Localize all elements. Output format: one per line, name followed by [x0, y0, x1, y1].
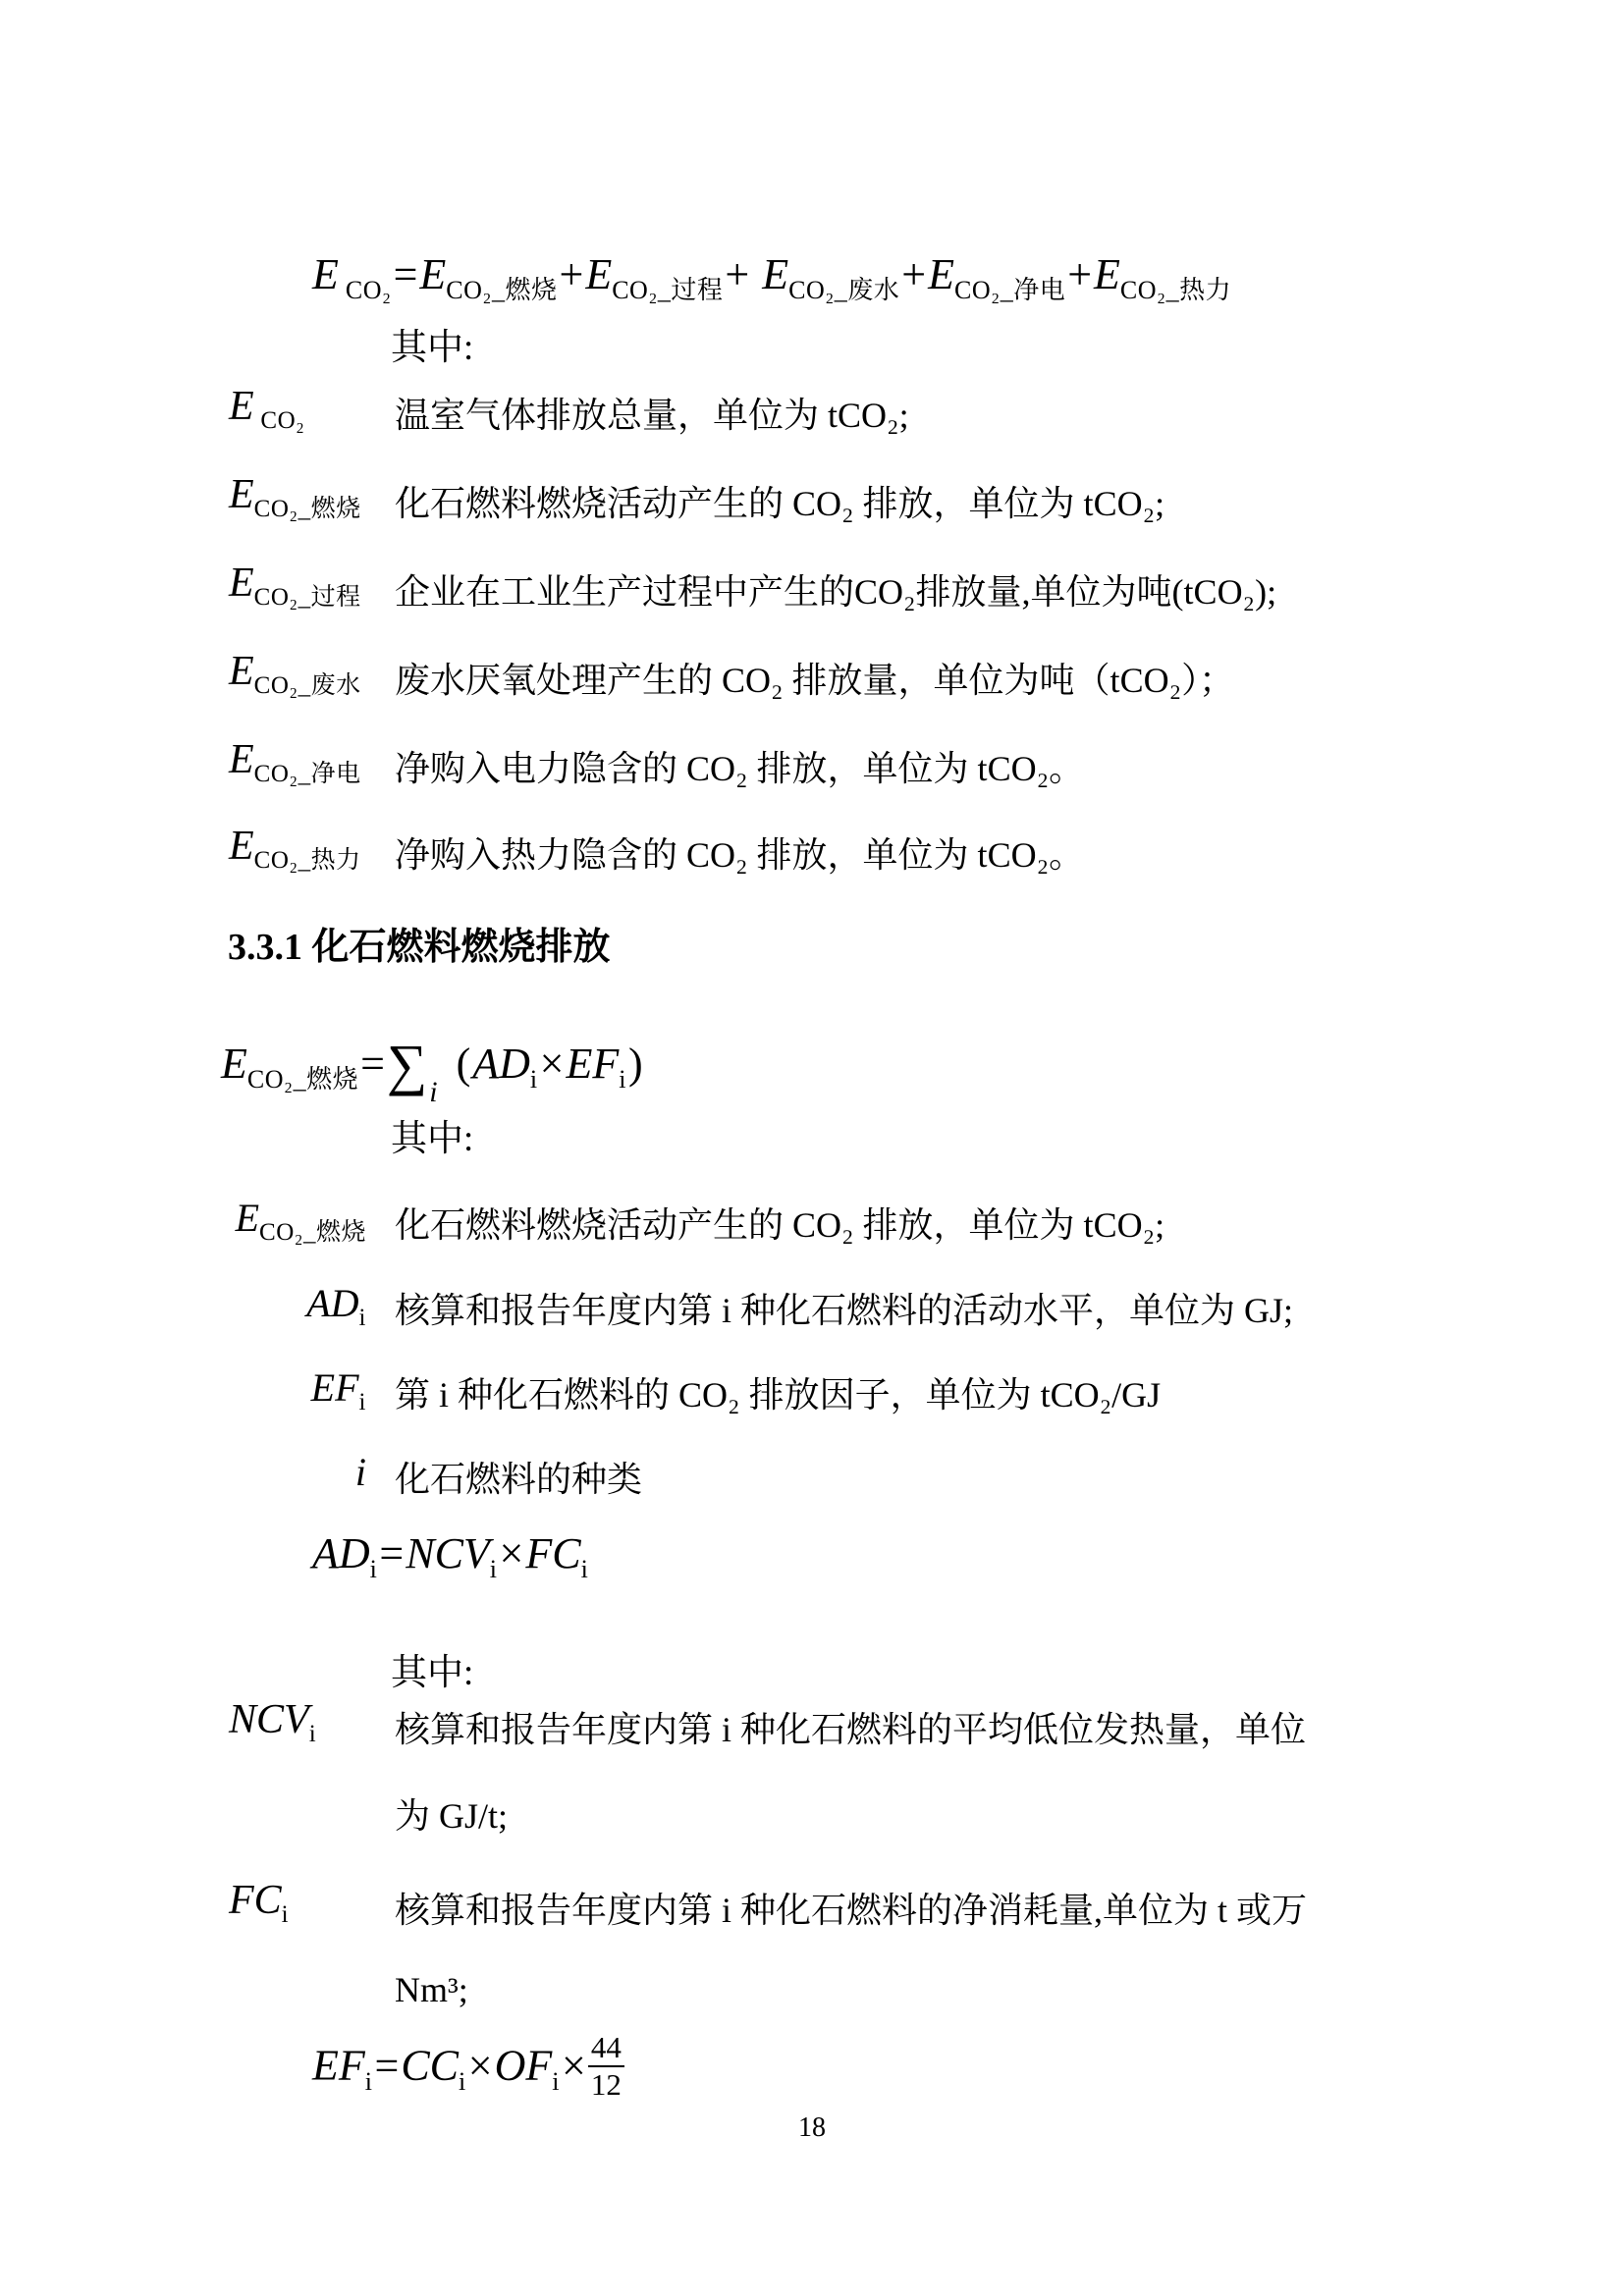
formula-base: E — [762, 250, 789, 298]
term-base: E — [229, 737, 254, 782]
definition-text-line1: 核算和报告年度内第 i 种化石燃料的平均低位发热量，单位 — [395, 1710, 1307, 1749]
definition-text: 企业在工业生产过程中产生的CO₂排放量,单位为吨(tCO₂); — [395, 572, 1277, 612]
term-subscript: CO₂_燃烧 — [259, 1219, 366, 1246]
formula-sub: i — [619, 1065, 626, 1094]
term-subscript: CO₂_过程 — [253, 584, 361, 611]
formula-emission-factor — [312, 2030, 624, 2106]
term-base: E — [229, 472, 254, 517]
term-subscript: i — [358, 1389, 366, 1415]
formula-fraction — [588, 2030, 624, 2102]
term-base: E — [229, 824, 254, 869]
formula-base: EF — [312, 2041, 365, 2090]
formula-sigsub: i — [429, 1076, 438, 1108]
definition-text-line2: 为 GJ/t; — [395, 1796, 509, 1836]
formula-base: CC — [401, 2041, 460, 2090]
definition-row-i — [0, 1447, 1624, 1518]
definition-text-line1: 核算和报告年度内第 i 种化石燃料的净消耗量,单位为 t 或万 — [395, 1891, 1308, 1930]
formula-op: × — [561, 2041, 586, 2090]
term-base: NCV — [229, 1697, 309, 1742]
formula-base: NCV — [406, 1529, 490, 1577]
formula-sub: CO₂_燃烧 — [246, 1065, 359, 1094]
definition-row-eco2-electricity — [0, 736, 1624, 807]
term-base: i — [354, 1450, 366, 1494]
term-base: E — [229, 561, 254, 606]
formula-base: E — [312, 250, 339, 298]
formula-op: = — [393, 250, 418, 298]
definition-term — [229, 823, 361, 874]
formula-op: ( — [445, 1040, 471, 1088]
definition-row-adi — [0, 1278, 1624, 1349]
section-heading: 3.3.1 化石燃料燃烧排放 — [228, 927, 611, 968]
formula-sub: i — [580, 1555, 589, 1583]
definition-row-eco2-heat — [0, 823, 1624, 893]
fraction-denominator: 12 — [590, 2066, 622, 2102]
term-subscript: CO₂_热力 — [253, 847, 361, 874]
where-label-2: 其中: — [391, 1119, 474, 1159]
definition-text: 温室气体排放总量，单位为 tCO₂; — [395, 396, 909, 435]
formula-op: × — [539, 1040, 565, 1088]
term-subscript: CO₂_废水 — [253, 672, 361, 699]
formula-sub: i — [489, 1555, 498, 1583]
definition-term — [229, 648, 361, 699]
formula-activity-data — [312, 1529, 589, 1583]
definition-row-efi — [0, 1362, 1624, 1433]
formula-base: EF — [566, 1040, 620, 1088]
definition-text: 化石燃料燃烧活动产生的 CO₂ 排放，单位为 tCO₂; — [395, 484, 1165, 523]
formula-sub: CO₂ — [338, 276, 392, 304]
where-label-1: 其中: — [391, 328, 474, 368]
formula-base: E — [419, 250, 447, 298]
formula-total-co2 — [312, 250, 1232, 304]
fraction-numerator: 44 — [588, 2030, 624, 2067]
formula-op: = — [374, 2041, 400, 2090]
formula-base: E — [585, 250, 613, 298]
formula-sub: i — [459, 2066, 466, 2096]
formula-op: + — [725, 250, 761, 298]
formula-base: AD — [472, 1040, 530, 1088]
term-subscript: CO₂_净电 — [253, 761, 361, 787]
term-base: E — [229, 649, 254, 694]
formula-base: OF — [494, 2041, 553, 2090]
formula-op: = — [379, 1529, 405, 1577]
formula-sub: CO₂_热力 — [1119, 276, 1232, 304]
formula-combustion — [221, 1031, 645, 1108]
definition-row-eco2-wastewater — [0, 648, 1624, 719]
formula-op: + — [559, 250, 584, 298]
formula-op: × — [499, 1529, 524, 1577]
definition-term — [229, 383, 305, 434]
term-base: EF — [310, 1365, 359, 1410]
page-number: 18 — [798, 2112, 826, 2143]
term-subscript: CO₂_燃烧 — [253, 496, 361, 522]
formula-sub: CO₂_净电 — [954, 276, 1066, 304]
term-base: E — [229, 384, 254, 429]
formula-base: FC — [525, 1529, 581, 1577]
formula-base: E — [1094, 250, 1120, 298]
formula-op: + — [1067, 250, 1093, 298]
definition-text-line2: Nm³; — [395, 1970, 468, 2009]
where-label-3: 其中: — [391, 1653, 474, 1693]
formula-base: E — [928, 250, 955, 298]
term-subscript: i — [281, 1901, 290, 1928]
definition-row-eco2-combustion-2 — [0, 1193, 1624, 1263]
formula-sub: i — [369, 1555, 378, 1583]
definition-term-fci — [229, 1877, 290, 1928]
definition-term — [211, 1280, 366, 1331]
term-base: E — [235, 1196, 260, 1240]
definition-term — [211, 1449, 366, 1495]
formula-sigma: ∑ — [386, 1033, 428, 1096]
formula-base: E — [221, 1040, 247, 1088]
definition-term — [229, 736, 361, 787]
definition-term — [211, 1364, 366, 1415]
definition-row-eco2-process — [0, 560, 1624, 630]
formula-op: = — [360, 1040, 385, 1088]
term-base: FC — [229, 1878, 282, 1923]
formula-sub: i — [364, 2066, 373, 2096]
formula-sub: CO₂_燃烧 — [446, 276, 558, 304]
definition-text: 第 i 种化石燃料的 CO₂ 排放因子，单位为 tCO₂/GJ — [395, 1375, 1162, 1415]
formula-op: × — [467, 2041, 493, 2090]
definition-term — [211, 1195, 366, 1246]
definition-text: 化石燃料燃烧活动产生的 CO₂ 排放，单位为 tCO₂; — [395, 1205, 1165, 1245]
definition-text: 核算和报告年度内第 i 种化石燃料的活动水平，单位为 GJ; — [395, 1291, 1294, 1330]
formula-sub: CO₂_废水 — [788, 276, 900, 304]
formula-op: + — [901, 250, 927, 298]
term-subscript: i — [308, 1721, 317, 1747]
formula-sub: CO₂_过程 — [612, 276, 724, 304]
definition-term — [229, 560, 361, 611]
definition-text: 化石燃料的种类 — [395, 1460, 643, 1499]
term-subscript: CO₂ — [253, 407, 305, 434]
term-base: AD — [306, 1281, 359, 1325]
formula-op: ) — [627, 1040, 643, 1088]
definition-row-eco2-combustion — [0, 471, 1624, 542]
definition-text: 净购入热力隐含的 CO₂ 排放，单位为 tCO₂。 — [395, 835, 1085, 875]
definition-text: 净购入电力隐含的 CO₂ 排放，单位为 tCO₂。 — [395, 749, 1085, 788]
definition-term — [229, 471, 361, 522]
formula-base: AD — [312, 1529, 370, 1577]
formula-sub: i — [552, 2066, 560, 2096]
definition-term-ncvi — [229, 1696, 317, 1747]
formula-sub: i — [529, 1065, 538, 1094]
definition-text: 废水厌氧处理产生的 CO₂ 排放量，单位为吨（tCO₂）； — [395, 661, 1235, 700]
term-subscript: i — [358, 1305, 366, 1331]
definition-row-eco2 — [0, 383, 1624, 454]
